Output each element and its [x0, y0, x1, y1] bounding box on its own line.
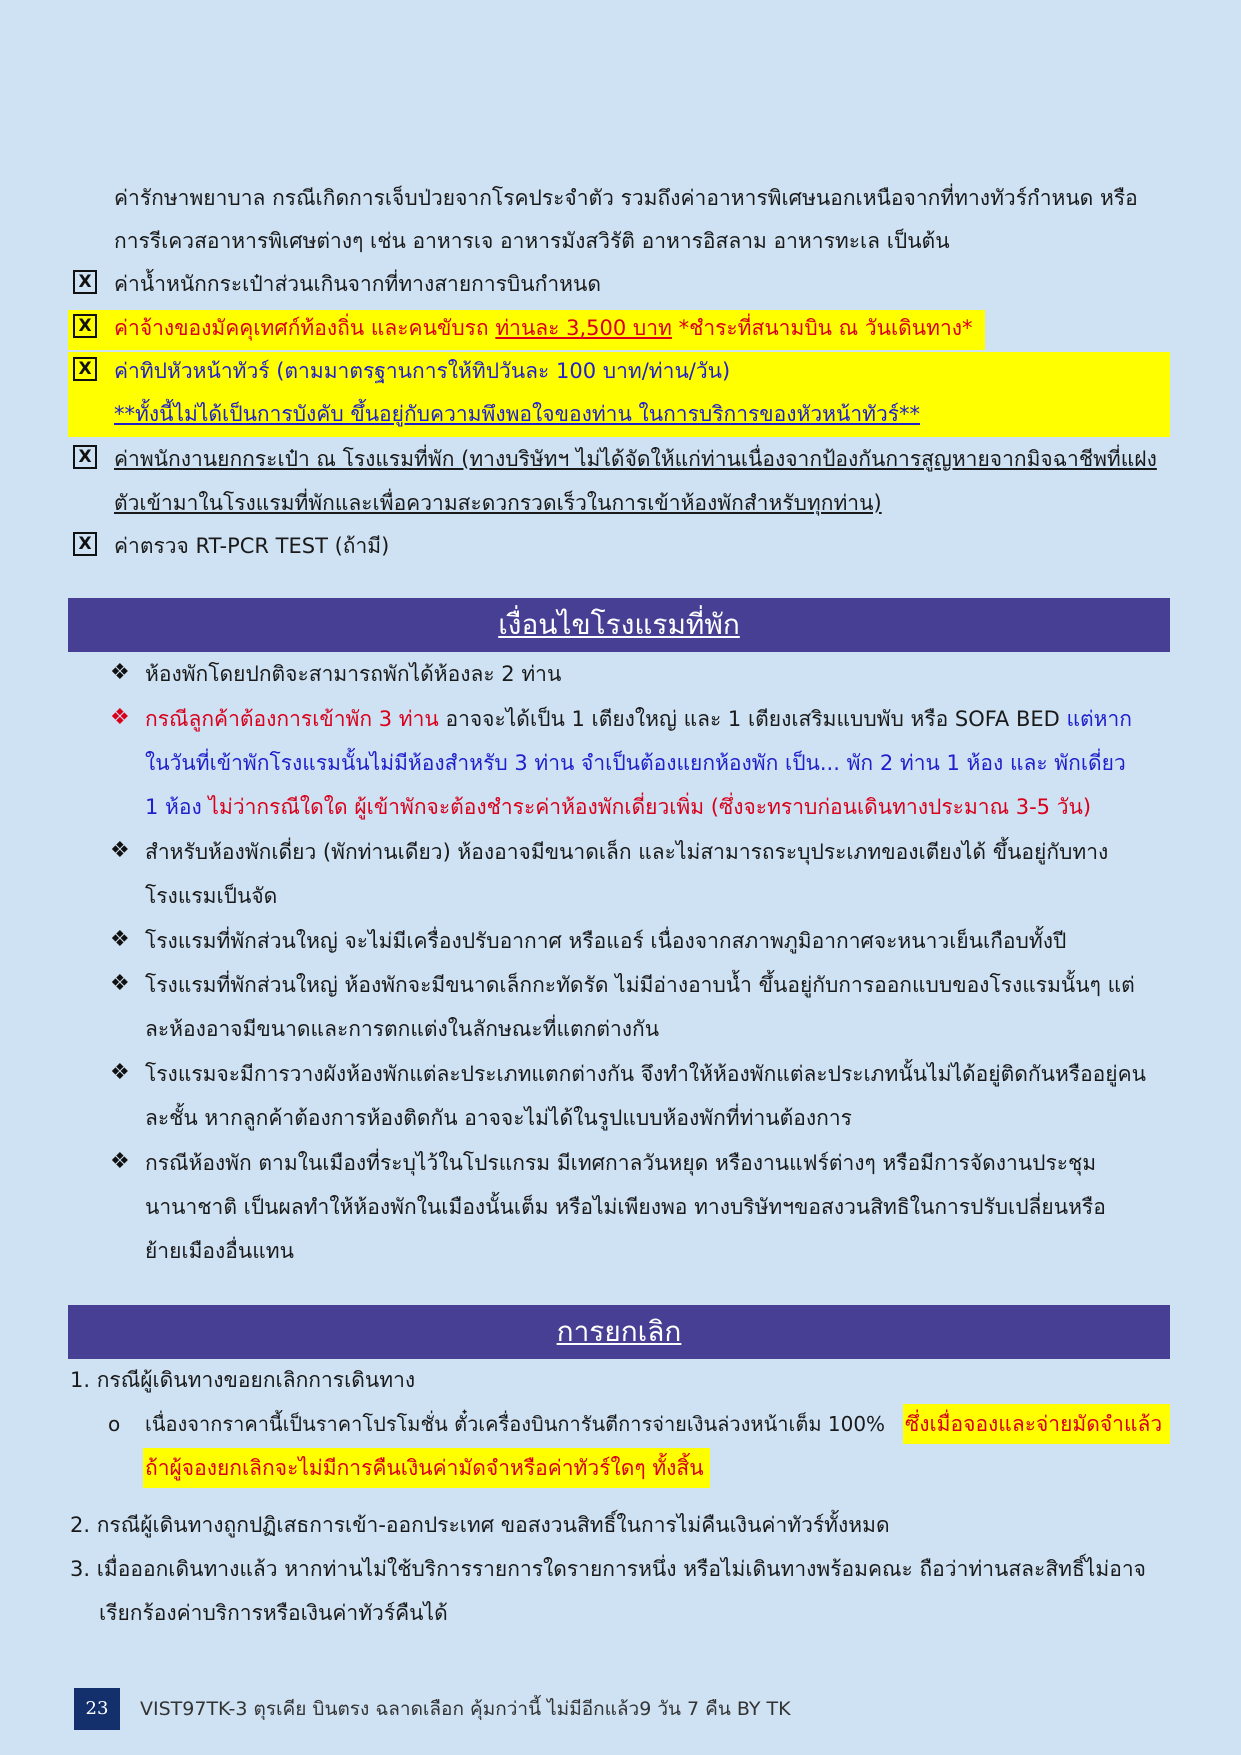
bullet-diamond-icon: ❖ — [110, 705, 130, 730]
medical-line-2: การรีเควสอาหารพิเศษต่างๆ เช่น อาหารเจ อาหารมังสวิรัติ อาหารอิสลาม อาหารทะเล เป็นต้น — [114, 229, 950, 253]
checkbox-x-icon: X — [73, 445, 97, 469]
triple-room-but-text: แต่หาก — [1066, 707, 1133, 731]
hotel-bullet-6-line-1: โรงแรมจะมีการวางผังห้องพักแต่ละประเภทแตกต่างกัน จึงทำให้ห้องพักแต่ละประเภทนั้นไม่ได้อยู่ติดกันหรืออยู่คน — [145, 1062, 1146, 1086]
hotel-bullet-5-line-2: ละห้องอาจมีขนาดและการตกแต่งในลักษณะที่แตกต่างกัน — [145, 1017, 660, 1041]
baggage-item: ค่าน้ำหนักกระเป๋าส่วนเกินจากที่ทางสายการบินกำหนด — [114, 272, 601, 296]
triple-room-text: กรณีลูกค้าต้องการเข้าพัก 3 ท่าน — [145, 707, 439, 731]
single-surcharge-text: ไม่ว่ากรณีใดใด ผู้เข้าพักจะต้องชำระค่าห้องพักเดี่ยวเพิ่ม (ซึ่งจะทราบก่อนเดินทางประมาณ 3-5 วัน) — [201, 795, 1092, 819]
deposit-nonrefund-text-2: ถ้าผู้จองยกเลิกจะไม่มีการคืนเงินค่ามัดจำหรือค่าทัวร์ใดๆ ทั้งสิ้น — [145, 1456, 704, 1480]
porter-line-2: ตัวเข้ามาในโรงแรมที่พักและเพื่อความสะดวกรวดเร็วในการเข้าห้องพักสำหรับทุกท่าน) — [114, 491, 882, 515]
hotel-bullet-1: ห้องพักโดยปกติจะสามารถพักได้ห้องละ 2 ท่าน — [145, 662, 562, 686]
checkbox-x-icon: X — [73, 532, 97, 556]
checkbox-x-icon: X — [73, 357, 97, 381]
guide-fee-text: ค่าจ้างของมัคคุเทศก์ท้องถิ่น และคนขับรถ — [114, 316, 496, 340]
deposit-nonrefund-text-1: ซึ่งเมื่อจองและจ่ายมัดจำแล้ว — [905, 1412, 1163, 1436]
sub-bullet-circle-icon: o — [108, 1412, 121, 1436]
hotel-bullet-2-line-3 — [145, 789, 1091, 825]
tip-line-1: ค่าทิปหัวหน้าทัวร์ (ตามมาตรฐานการให้ทิปวันละ 100 บาท/ท่าน/วัน) — [114, 359, 731, 383]
hotel-conditions-heading: เงื่อนไขโรงแรมที่พัก — [68, 598, 1170, 652]
hotel-bullet-2-line-1 — [145, 701, 1132, 737]
hotel-bullet-6-line-2: ละชั้น หากลูกค้าต้องการห้องติดกัน อาจจะไม่ได้ในรูปแบบห้องพักที่ท่านต้องการ — [145, 1106, 852, 1130]
hotel-bullet-7-line-2: นานาชาติ เป็นผลทำให้ห้องพักในเมืองนั้นเต็ม หรือไม่เพียงพอ ทางบริษัทฯขอสงวนสิทธิในการปรับเปลี่ยนหรือ — [145, 1195, 1106, 1219]
checkbox-x-icon: X — [73, 314, 97, 338]
cancel-sub-line-1: เนื่องจากราคานี้เป็นราคาโปรโมชั่น ตั๋วเครื่องบินการันตีการจ่ายเงินล่วงหน้าเต็ม 100% — [145, 1412, 886, 1436]
medical-line-1: ค่ารักษาพยาบาล กรณีเกิดการเจ็บป่วยจากโรคประจำตัว รวมถึงค่าอาหารพิเศษนอกเหนือจากที่ทางทัวร์กำหนด หรือ — [114, 186, 1138, 210]
hotel-bullet-3-line-2: โรงแรมเป็นจัด — [145, 884, 278, 908]
bullet-diamond-icon: ❖ — [110, 660, 130, 685]
guide-fee-amount: ท่านละ 3,500 บาท — [495, 316, 672, 340]
bullet-diamond-icon: ❖ — [110, 1149, 130, 1174]
hotel-bullet-7-line-3: ย้ายเมืองอื่นแทน — [145, 1239, 294, 1263]
cancel-item-1: 1. กรณีผู้เดินทางขอยกเลิกการเดินทาง — [70, 1368, 416, 1392]
page-number-badge: 23 — [74, 1688, 120, 1730]
hotel-bullet-5-line-1: โรงแรมที่พักส่วนใหญ่ ห้องพักจะมีขนาดเล็กกะทัดรัด ไม่มีอ่างอาบน้ำ ขึ้นอยู่กับการออกแบบของโรงแรมนั้นๆ แต่ — [145, 973, 1135, 997]
hotel-bullet-7-line-1: กรณีห้องพัก ตามในเมืองที่ระบุไว้ในโปรแกรม มีเทศกาลวันหยุด หรืองานแฟร์ต่างๆ หรือมีการจัดงานประชุม — [145, 1151, 1097, 1175]
hotel-bullet-2-line-2: ในวันที่เข้าพักโรงแรมนั้นไม่มีห้องสำหรับ 3 ท่าน จำเป็นต้องแยกห้องพัก เป็น... พัก 2 ท่าน 1 ห้อง และ พักเดี่ยว — [145, 751, 1126, 775]
bullet-diamond-icon: ❖ — [110, 838, 130, 863]
tip-line-2: **ทั้งนี้ไม่ได้เป็นการบังคับ ขึ้นอยู่กับความพึงพอใจของท่าน ในการบริการของหัวหน้าทัวร์** — [114, 402, 921, 426]
bullet-diamond-icon: ❖ — [110, 1060, 130, 1085]
porter-line-1: ค่าพนักงานยกกระเป๋า ณ โรงแรมที่พัก (ทางบริษัทฯ ไม่ได้จัดให้แก่ท่านเนื่องจากป้องกันการสูญหายจากมิจฉาชีพที่แฝง — [114, 447, 1157, 471]
cancel-item-2: 2. กรณีผู้เดินทางถูกปฏิเสธการเข้า-ออกประเทศ ขอสงวนสิทธิ์ในการไม่คืนเงินค่าทัวร์ทั้งหมด — [70, 1513, 890, 1537]
cancel-item-3-line-1: 3. เมื่อออกเดินทางแล้ว หากท่านไม่ใช้บริการรายการใดรายการหนึ่ง หรือไม่เดินทางพร้อมคณะ ถือว่าท่านสละสิทธิ์ไม่อาจ — [70, 1557, 1146, 1581]
bullet-diamond-icon: ❖ — [110, 971, 130, 996]
guide-fee-note: *ชำระที่สนามบิน ณ วันเดินทาง* — [671, 316, 973, 340]
footer-tour-code: VIST97TK-3 ตุรเคีย บินตรง ฉลาดเลือก คุ้มกว่านี้ ไม่มีอีกแล้ว9 วัน 7 คืน BY TK — [140, 1698, 791, 1720]
hotel-bullet-3-line-1: สำหรับห้องพักเดี่ยว (พักท่านเดียว) ห้องอาจมีขนาดเล็ก และไม่สามารถระบุประเภทของเตียงได้ ขึ้นอยู่กับทาง — [145, 840, 1109, 864]
rtpcr-item: ค่าตรวจ RT-PCR TEST (ถ้ามี) — [114, 534, 390, 558]
triple-room-bed-text: อาจจะได้เป็น 1 เตียงใหญ่ และ 1 เตียงเสริมแบบพับ หรือ SOFA BED — [438, 707, 1067, 731]
cancel-item-3-line-2: เรียกร้องค่าบริการหรือเงินค่าทัวร์คืนได้ — [99, 1601, 448, 1625]
cancellation-heading: การยกเลิก — [68, 1305, 1170, 1359]
bullet-diamond-icon: ❖ — [110, 927, 130, 952]
hotel-bullet-4: โรงแรมที่พักส่วนใหญ่ จะไม่มีเครื่องปรับอากาศ หรือแอร์ เนื่องจากสภาพภูมิอากาศจะหนาวเย็นเกือบทั้งปี — [145, 929, 1067, 953]
single-room-text: 1 ห้อง — [145, 795, 202, 819]
checkbox-x-icon: X — [73, 270, 97, 294]
guide-fee-item — [114, 310, 973, 346]
